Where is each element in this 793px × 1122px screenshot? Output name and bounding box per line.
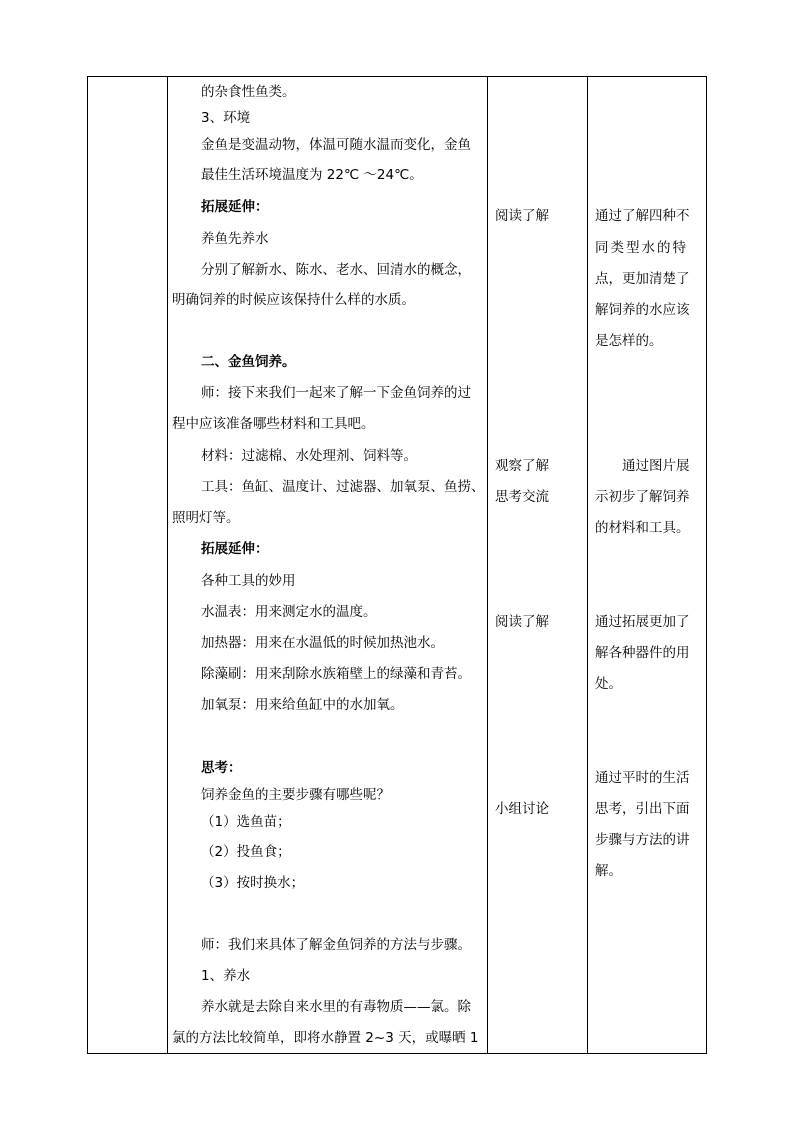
- activity-label: 观察了解: [495, 458, 549, 474]
- content-line: 养鱼先养水: [201, 231, 269, 247]
- content-line: 饲养金鱼的主要步骤有哪些呢？: [201, 787, 390, 803]
- content-line: 3、环境: [201, 110, 251, 126]
- table-col-border-1: [87, 76, 88, 1054]
- content-line: 金鱼是变温动物，体温可随水温而变化，金鱼: [201, 137, 471, 153]
- table-top-border: [87, 76, 706, 77]
- content-line: 材料：过滤棉、水处理剂、饲料等。: [201, 448, 417, 464]
- content-line: 加热器：用来在水温低的时候加热池水。: [201, 635, 444, 651]
- activity-label: 思考交流: [495, 489, 549, 505]
- content-line: 师：我们来具体了解金鱼饲养的方法与步骤。: [201, 937, 471, 953]
- table-col-border-3: [487, 76, 488, 1054]
- table-col-border-4: [587, 76, 588, 1054]
- intent-line: 通过拓展更加了: [595, 614, 690, 630]
- content-line: 养水就是去除自来水里的有毒物质——氯。除: [201, 999, 471, 1015]
- intent-line: 同类型水的特: [595, 240, 688, 256]
- intent-line: 点，更加清楚了: [595, 271, 690, 287]
- content-line: （2）投鱼食；: [201, 844, 291, 860]
- activity-label: 阅读了解: [495, 614, 549, 630]
- section-heading: 思考：: [201, 760, 242, 776]
- content-line: 各种工具的妙用: [201, 573, 296, 589]
- content-line: 明确饲养的时候应该保持什么样的水质。: [172, 292, 415, 308]
- intent-line: 通过了解四种不: [595, 208, 690, 224]
- activity-label: 阅读了解: [495, 208, 549, 224]
- content-line: 工具：鱼缸、温度计、过滤器、加氧泵、鱼捞、: [201, 479, 485, 495]
- content-line: 除藻刷：用来刮除水族箱壁上的绿藻和青苔。: [201, 666, 471, 682]
- section-heading: 拓展延伸：: [201, 199, 269, 215]
- intent-line: 解各种器件的用: [595, 645, 690, 661]
- table-col-border-2: [167, 76, 168, 1054]
- intent-line: 解饲养的水应该: [595, 302, 690, 318]
- content-line: 照明灯等。: [172, 510, 240, 526]
- intent-line: 是怎样的。: [595, 333, 663, 349]
- content-line: 氯的方法比较简单，即将水静置 2~3 天，或曝晒 1: [172, 1030, 479, 1046]
- content-line: 加氧泵：用来给鱼缸中的水加氧。: [201, 697, 404, 713]
- section-heading: 二、金鱼饲养。: [201, 354, 296, 370]
- content-line: 师：接下来我们一起来了解一下金鱼饲养的过: [201, 385, 471, 401]
- intent-line: 步骤与方法的讲: [595, 832, 690, 848]
- content-line: 1、养水: [201, 968, 251, 984]
- content-line: 程中应该准备哪些材料和工具吧。: [172, 416, 375, 432]
- table-bottom-border: [87, 1053, 706, 1054]
- intent-line: 思考，引出下面: [595, 801, 690, 817]
- content-line: 最佳生活环境温度为 22℃ ～24℃。: [201, 167, 423, 183]
- activity-label: 小组讨论: [495, 801, 549, 817]
- intent-line: 通过图片展: [622, 458, 690, 474]
- intent-line: 解。: [595, 863, 622, 879]
- content-line: 的杂食性鱼类。: [201, 84, 296, 100]
- intent-line: 的材料和工具。: [595, 520, 690, 536]
- content-line: 分别了解新水、陈水、老水、回清水的概念，: [201, 262, 471, 278]
- intent-line: 处。: [595, 676, 622, 692]
- content-line: （1）选鱼苗；: [201, 814, 291, 830]
- content-line: 水温表：用来测定水的温度。: [201, 604, 377, 620]
- content-line: （3）按时换水；: [201, 875, 305, 891]
- intent-line: 通过平时的生活: [595, 770, 690, 786]
- section-heading: 拓展延伸：: [201, 541, 269, 557]
- intent-line: 示初步了解饲养: [595, 489, 690, 505]
- table-col-border-5: [706, 76, 707, 1054]
